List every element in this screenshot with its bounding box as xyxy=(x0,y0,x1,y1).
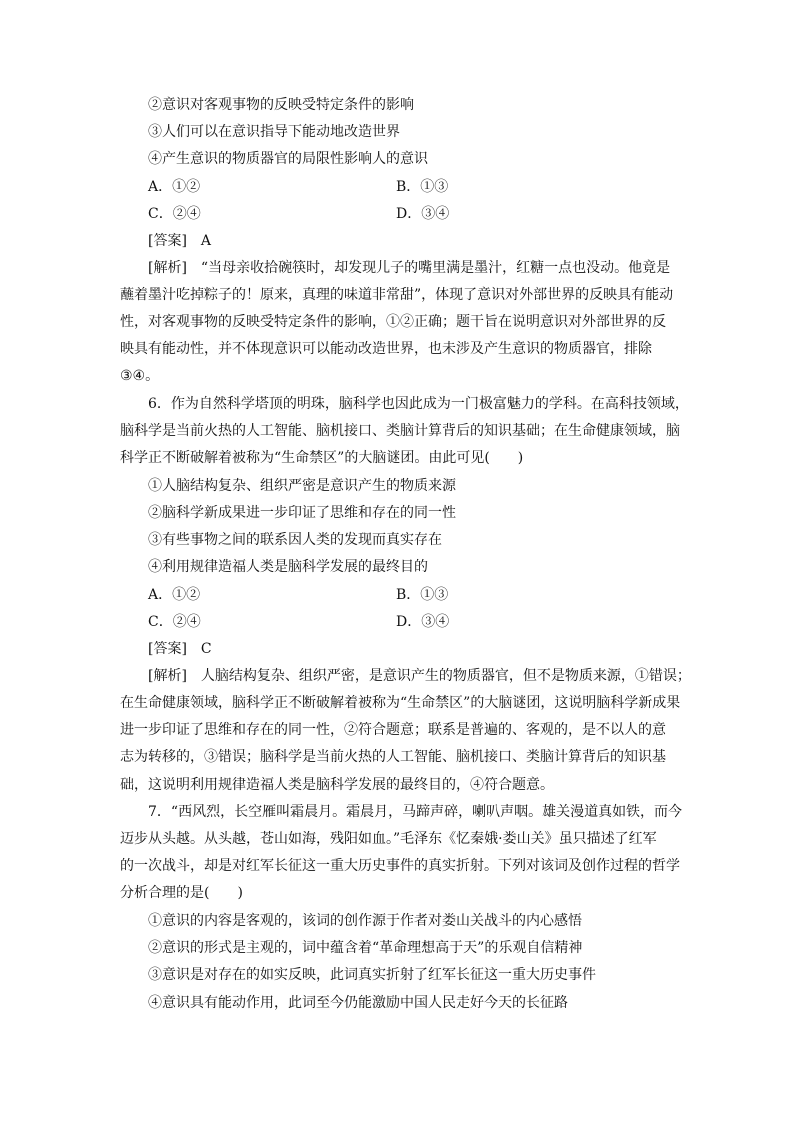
q5-item-2: ②意识对客观事物的反映受特定条件的影响 xyxy=(148,97,414,113)
q6-analysis-line: 础，这说明利用规律造福人类是脑科学发展的最终目的，④符合题意。 xyxy=(120,777,554,793)
q5-item-4: ④产生意识的物质器官的局限性影响人的意识 xyxy=(148,151,428,167)
q6-item-2: ②脑科学新成果进一步印证了思维和存在的同一性 xyxy=(148,505,456,521)
q6-option-a: A．①② xyxy=(148,587,201,603)
q7-stem-line: 7．“西风烈，长空雁叫霜晨月。霜晨月，马蹄声碎，喇叭声咽。雄关漫道真如铁，而今 xyxy=(148,804,683,820)
q6-analysis-line: [解析] 人脑结构复杂、组织严密，是意识产生的物质器官，但不是物质来源，①错误； xyxy=(148,668,691,684)
q7-stem-line: 的一次战斗，却是对红军长征这一重大历史事件的真实折射。下列对该词及创作过程的哲学 xyxy=(120,858,680,874)
q6-item-3: ③有些事物之间的联系因人类的发现而真实存在 xyxy=(148,532,442,548)
q7-item-2: ②意识的形式是主观的，词中蕴含着“革命理想高于天”的乐观自信精神 xyxy=(148,940,583,956)
q6-option-d: D．③④ xyxy=(396,614,450,630)
q5-option-b: B．①③ xyxy=(396,179,449,195)
q6-answer: [答案] C xyxy=(148,641,212,657)
q5-analysis-line: 映具有能动性，并不体现意识可以能动改造世界，也未涉及产生意识的物质器官，排除 xyxy=(120,341,652,357)
q6-option-c: C．②④ xyxy=(148,614,201,630)
q5-option-c: C．②④ xyxy=(148,206,201,222)
q7-item-4: ④意识具有能动作用，此词至今仍能激励中国人民走好今天的长征路 xyxy=(148,995,568,1011)
q6-stem-line: 脑科学是当前火热的人工智能、脑机接口、类脑计算背后的知识基础；在生命健康领域，脑 xyxy=(120,423,680,439)
q6-analysis-line: 志为转移的，③错误；脑科学是当前火热的人工智能、脑机接口、类脑计算背后的知识基 xyxy=(120,749,666,765)
q7-stem-line: 迈步从头越。从头越，苍山如海，残阳如血。”毛泽东《忆秦娥·娄山关》虽只描述了红军 xyxy=(120,831,657,847)
q5-analysis-line: 性，对客观事物的反映受特定条件的影响，①②正确；题干旨在说明意识对外部世界的反 xyxy=(120,314,666,330)
q6-analysis-line: 进一步印证了思维和存在的同一性，②符合题意；联系是普遍的、客观的，是不以人的意 xyxy=(120,722,666,738)
q7-stem-line: 分析合理的是( ) xyxy=(120,885,243,901)
q5-option-a: A．①② xyxy=(148,179,201,195)
q5-analysis-line: 蘸着墨汁吃掉粽子的！原来，真理的味道非常甜”，体现了意识对外部世界的反映具有能动 xyxy=(120,287,674,303)
q7-item-3: ③意识是对存在的如实反映，此词真实折射了红军长征这一重大历史事件 xyxy=(148,967,596,983)
q6-item-4: ④利用规律造福人类是脑科学发展的最终目的 xyxy=(148,559,428,575)
q6-stem-line: 科学正不断破解着被称为“生命禁区”的大脑谜团。由此可见( ) xyxy=(120,450,524,466)
q5-item-3: ③人们可以在意识指导下能动地改造世界 xyxy=(148,124,400,140)
q6-item-1: ①人脑结构复杂、组织严密是意识产生的物质来源 xyxy=(148,478,456,494)
q7-item-1: ①意识的内容是客观的，该词的创作源于作者对娄山关战斗的内心感悟 xyxy=(148,913,582,929)
q6-stem-line: 6．作为自然科学塔顶的明珠，脑科学也因此成为一门极富魅力的学科。在高科技领域， xyxy=(148,396,689,412)
q6-option-b: B．①③ xyxy=(396,587,449,603)
q5-option-d: D．③④ xyxy=(396,206,450,222)
q5-analysis-line: ③④。 xyxy=(120,368,160,384)
q6-analysis-line: 在生命健康领域，脑科学正不断破解着被称为“生命禁区”的大脑谜团，这说明脑科学新成果 xyxy=(120,695,681,711)
q5-answer: [答案] A xyxy=(148,233,212,249)
q5-analysis-line: [解析] “当母亲收拾碗筷时，却发现儿子的嘴里满是墨汁，红糖一点也没动。他竟是 xyxy=(148,260,671,276)
